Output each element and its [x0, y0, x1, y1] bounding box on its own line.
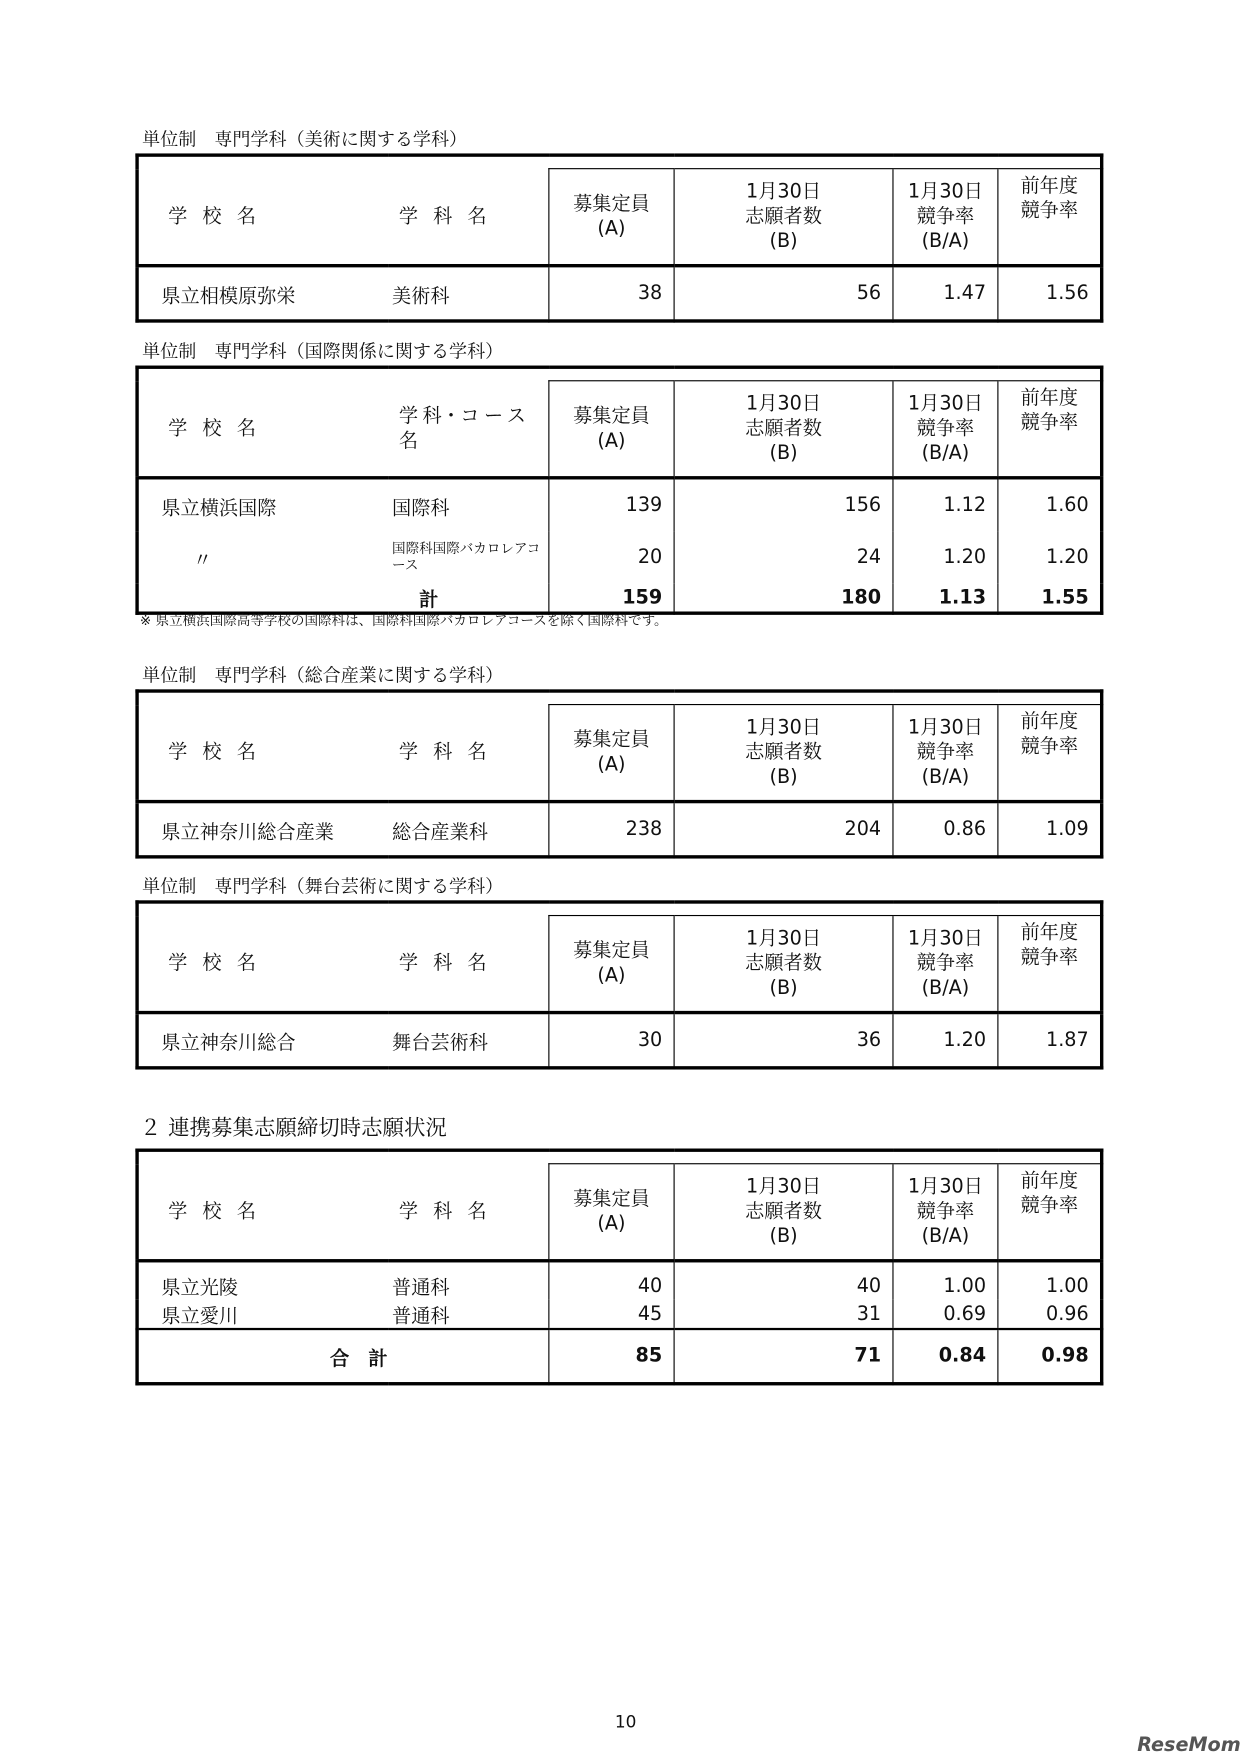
- table-caption: 単位制 専門学科（美術に関する学科）: [142, 128, 468, 151]
- dept-name: 総合産業科: [392, 820, 488, 844]
- header-row: [137, 169, 1102, 266]
- header-capacity: [549, 169, 674, 266]
- header-spacer: [137, 691, 1102, 705]
- table-caption: 単位制 専門学科（総合産業に関する学科）: [142, 664, 504, 686]
- header-ratio-line: 競争率: [916, 741, 975, 764]
- data-table: [135, 900, 1103, 1069]
- prev-ratio-cell: 1.87: [998, 1013, 1102, 1068]
- header-prev-ratio-line: 競争率: [1020, 946, 1078, 970]
- table-block-joint-recruitment: [135, 1149, 1100, 1386]
- dept-name: 普通科: [392, 1277, 450, 1300]
- header-spacer: [137, 155, 1102, 169]
- header-applicants: [674, 1164, 893, 1261]
- header-dept: 学 科 名: [388, 1164, 549, 1261]
- header-capacity: [549, 705, 674, 802]
- ratio-cell: 1.13: [893, 583, 998, 613]
- applicants-cell: 204: [674, 802, 893, 857]
- header-prev-ratio-line: 前年度: [1020, 174, 1078, 198]
- header-prev-ratio-line: 競争率: [1020, 199, 1078, 223]
- table-block-industry: [135, 664, 1100, 859]
- capacity-cell: 45: [549, 1300, 674, 1329]
- header-capacity-line: 募集定員: [573, 1187, 650, 1211]
- prev-ratio-cell: 1.60: [998, 478, 1102, 532]
- header-spacer: [137, 1150, 1102, 1164]
- dept-name: 国際科: [392, 496, 450, 520]
- applicants-cell: 40: [674, 1261, 893, 1300]
- header-applicants-line: 志願者数: [745, 741, 822, 764]
- header-capacity-line: (A): [597, 964, 626, 988]
- school-name: 県立神奈川総合: [161, 1031, 296, 1055]
- prev-ratio-cell: 1.09: [998, 802, 1102, 857]
- header-prev-ratio-line: 競争率: [1020, 411, 1078, 435]
- header-prev-ratio-line: 前年度: [1020, 710, 1078, 734]
- applicants-cell: 24: [674, 531, 893, 583]
- dept-name: 国際科国際バカロレアコース: [392, 540, 541, 574]
- header-applicants-line: 志願者数: [745, 205, 822, 228]
- header-ratio-line: 1月30日: [907, 392, 983, 416]
- spacer-cell: [388, 1329, 549, 1384]
- header-dept: 学 科 名: [388, 705, 549, 802]
- school-name: 県立相模原弥栄: [161, 284, 296, 308]
- applicants-cell: 180: [674, 583, 893, 613]
- ratio-cell: 1.47: [893, 266, 998, 321]
- header-capacity-line: (A): [597, 753, 626, 777]
- applicants-cell: 36: [674, 1013, 893, 1068]
- table-caption: 単位制 専門学科（国際関係に関する学科）: [142, 340, 504, 363]
- header-applicants: [674, 705, 893, 802]
- header-ratio-line: 1月30日: [907, 716, 983, 739]
- header-prev-ratio-line: 競争率: [1020, 1194, 1078, 1218]
- header-capacity: [549, 1164, 674, 1261]
- table-row: [137, 1300, 1102, 1329]
- applicants-cell: 71: [674, 1329, 893, 1384]
- header-prev-ratio-line: 競争率: [1020, 735, 1078, 759]
- header-prev-ratio-line: 前年度: [1020, 1169, 1078, 1193]
- ratio-cell: 1.20: [893, 1013, 998, 1068]
- header-capacity-line: 募集定員: [573, 939, 650, 963]
- dept-name: 美術科: [392, 284, 450, 308]
- prev-ratio-cell: 0.96: [998, 1300, 1102, 1329]
- header-prev-ratio: [998, 705, 1102, 802]
- header-ratio: [893, 1164, 998, 1261]
- table-block-performing-arts: [135, 875, 1100, 1070]
- header-ratio-line: 競争率: [916, 1200, 975, 1223]
- header-prev-ratio-line: 前年度: [1020, 921, 1078, 945]
- header-dept: 学 科 名: [388, 169, 549, 266]
- table-caption: 単位制 専門学科（舞台芸術に関する学科）: [142, 875, 504, 897]
- header-capacity-line: (A): [597, 1212, 626, 1236]
- header-capacity: [549, 381, 674, 478]
- prev-ratio-cell: 1.20: [998, 531, 1102, 583]
- capacity-cell: 38: [549, 266, 674, 321]
- header-prev-ratio: [998, 381, 1102, 478]
- dept-name: 舞台芸術科: [392, 1031, 488, 1055]
- capacity-cell: 40: [549, 1261, 674, 1300]
- footnote: ※ 県立横浜国際高等学校の国際科は、国際科国際バカロレアコースを除く国際科です。: [139, 612, 668, 629]
- header-prev-ratio: [998, 1164, 1102, 1261]
- school-name: 県立光陵: [161, 1277, 239, 1300]
- header-ratio: [893, 381, 998, 478]
- header-capacity: [549, 916, 674, 1013]
- header-row: [137, 381, 1102, 478]
- header-dept: 学 科 名: [388, 916, 549, 1013]
- table-row: [137, 266, 1102, 321]
- header-ratio: [893, 916, 998, 1013]
- total-label: 合 計: [137, 1329, 387, 1384]
- header-ratio-line: (B/A): [921, 1225, 970, 1248]
- dept-name: 普通科: [392, 1305, 450, 1328]
- header-ratio-line: 1月30日: [907, 927, 983, 950]
- header-applicants-line: 志願者数: [745, 952, 822, 975]
- header-school: 学 校 名: [137, 381, 387, 478]
- header-applicants-line: 1月30日: [746, 1175, 822, 1199]
- header-ratio-line: (B/A): [921, 442, 970, 465]
- applicants-cell: 56: [674, 266, 893, 321]
- table-row: [137, 802, 1102, 857]
- capacity-cell: 159: [549, 583, 674, 613]
- header-row: [137, 705, 1102, 802]
- header-applicants-line: 1月30日: [746, 716, 822, 739]
- header-applicants-line: 1月30日: [746, 392, 822, 416]
- header-ratio-line: (B/A): [921, 230, 970, 253]
- table-row: [137, 478, 1102, 532]
- table-row: [137, 1261, 1102, 1300]
- table-row: [137, 531, 1102, 583]
- header-ratio-line: 1月30日: [907, 1175, 983, 1199]
- header-capacity-line: (A): [597, 429, 626, 453]
- prev-ratio-cell: 0.98: [998, 1329, 1102, 1384]
- applicants-cell: 156: [674, 478, 893, 532]
- header-ratio-line: 競争率: [916, 417, 975, 440]
- capacity-cell: 139: [549, 478, 674, 532]
- header-prev-ratio: [998, 916, 1102, 1013]
- total-row: [137, 1329, 1102, 1384]
- header-ratio-line: 競争率: [916, 952, 975, 975]
- data-table: [135, 689, 1103, 858]
- header-ratio: [893, 705, 998, 802]
- header-applicants-line: (B): [769, 1225, 798, 1248]
- header-school: 学 校 名: [137, 705, 387, 802]
- ratio-cell: 1.00: [893, 1261, 998, 1300]
- header-spacer: [137, 367, 1102, 381]
- capacity-cell: 30: [549, 1013, 674, 1068]
- school-name: [137, 583, 387, 613]
- header-applicants-line: 1月30日: [746, 927, 822, 950]
- ratio-cell: 0.69: [893, 1300, 998, 1329]
- header-dept: 学科･コース名: [388, 381, 549, 478]
- header-applicants-line: 志願者数: [745, 1200, 822, 1223]
- prev-ratio-cell: 1.55: [998, 583, 1102, 613]
- ratio-cell: 1.12: [893, 478, 998, 532]
- header-applicants-line: (B): [769, 230, 798, 253]
- ratio-cell: 0.86: [893, 802, 998, 857]
- table-block-international: [135, 340, 1100, 615]
- header-ratio-line: 1月30日: [907, 180, 983, 204]
- header-applicants-line: 志願者数: [745, 417, 822, 440]
- header-row: [137, 916, 1102, 1013]
- header-applicants: [674, 381, 893, 478]
- header-capacity-line: 募集定員: [573, 405, 650, 428]
- ratio-cell: 1.20: [893, 531, 998, 583]
- header-spacer: [137, 902, 1102, 916]
- applicants-cell: 31: [674, 1300, 893, 1329]
- school-name: 県立愛川: [161, 1305, 239, 1328]
- dept-name: 計: [419, 588, 439, 612]
- header-applicants-line: 1月30日: [746, 180, 822, 204]
- data-table: [135, 1149, 1103, 1386]
- header-capacity-line: (A): [597, 217, 626, 241]
- total-row: [137, 583, 1102, 613]
- ratio-cell: 0.84: [893, 1329, 998, 1384]
- header-applicants-line: (B): [769, 442, 798, 465]
- header-capacity-line: 募集定員: [573, 728, 650, 752]
- header-school: 学 校 名: [137, 1164, 387, 1261]
- school-name: 県立神奈川総合産業: [161, 820, 334, 844]
- header-ratio-line: (B/A): [921, 766, 970, 789]
- page-number: 10: [614, 1711, 637, 1732]
- prev-ratio-cell: 1.00: [998, 1261, 1102, 1300]
- header-school: 学 校 名: [137, 169, 387, 266]
- header-applicants-line: (B): [769, 977, 798, 1000]
- school-name: 〃: [192, 548, 213, 572]
- section-2-title: ２ 連携募集志願締切時志願状況: [139, 1115, 447, 1141]
- data-table: [135, 153, 1103, 322]
- header-prev-ratio: [998, 169, 1102, 266]
- school-name: 県立横浜国際: [161, 496, 277, 520]
- table-row: [137, 1013, 1102, 1068]
- capacity-cell: 85: [549, 1329, 674, 1384]
- header-capacity-line: 募集定員: [573, 192, 650, 216]
- capacity-cell: 238: [549, 802, 674, 857]
- header-applicants: [674, 169, 893, 266]
- prev-ratio-cell: 1.56: [998, 266, 1102, 321]
- header-prev-ratio-line: 前年度: [1020, 386, 1078, 410]
- table-block-art: [135, 128, 1100, 323]
- header-applicants: [674, 916, 893, 1013]
- header-school: 学 校 名: [137, 916, 387, 1013]
- header-ratio: [893, 169, 998, 266]
- capacity-cell: 20: [549, 531, 674, 583]
- header-ratio-line: (B/A): [921, 977, 970, 1000]
- header-applicants-line: (B): [769, 766, 798, 789]
- resemom-logo: ReseMom: [1137, 1734, 1241, 1757]
- data-table: [135, 366, 1103, 615]
- header-row: [137, 1164, 1102, 1261]
- header-ratio-line: 競争率: [916, 205, 975, 228]
